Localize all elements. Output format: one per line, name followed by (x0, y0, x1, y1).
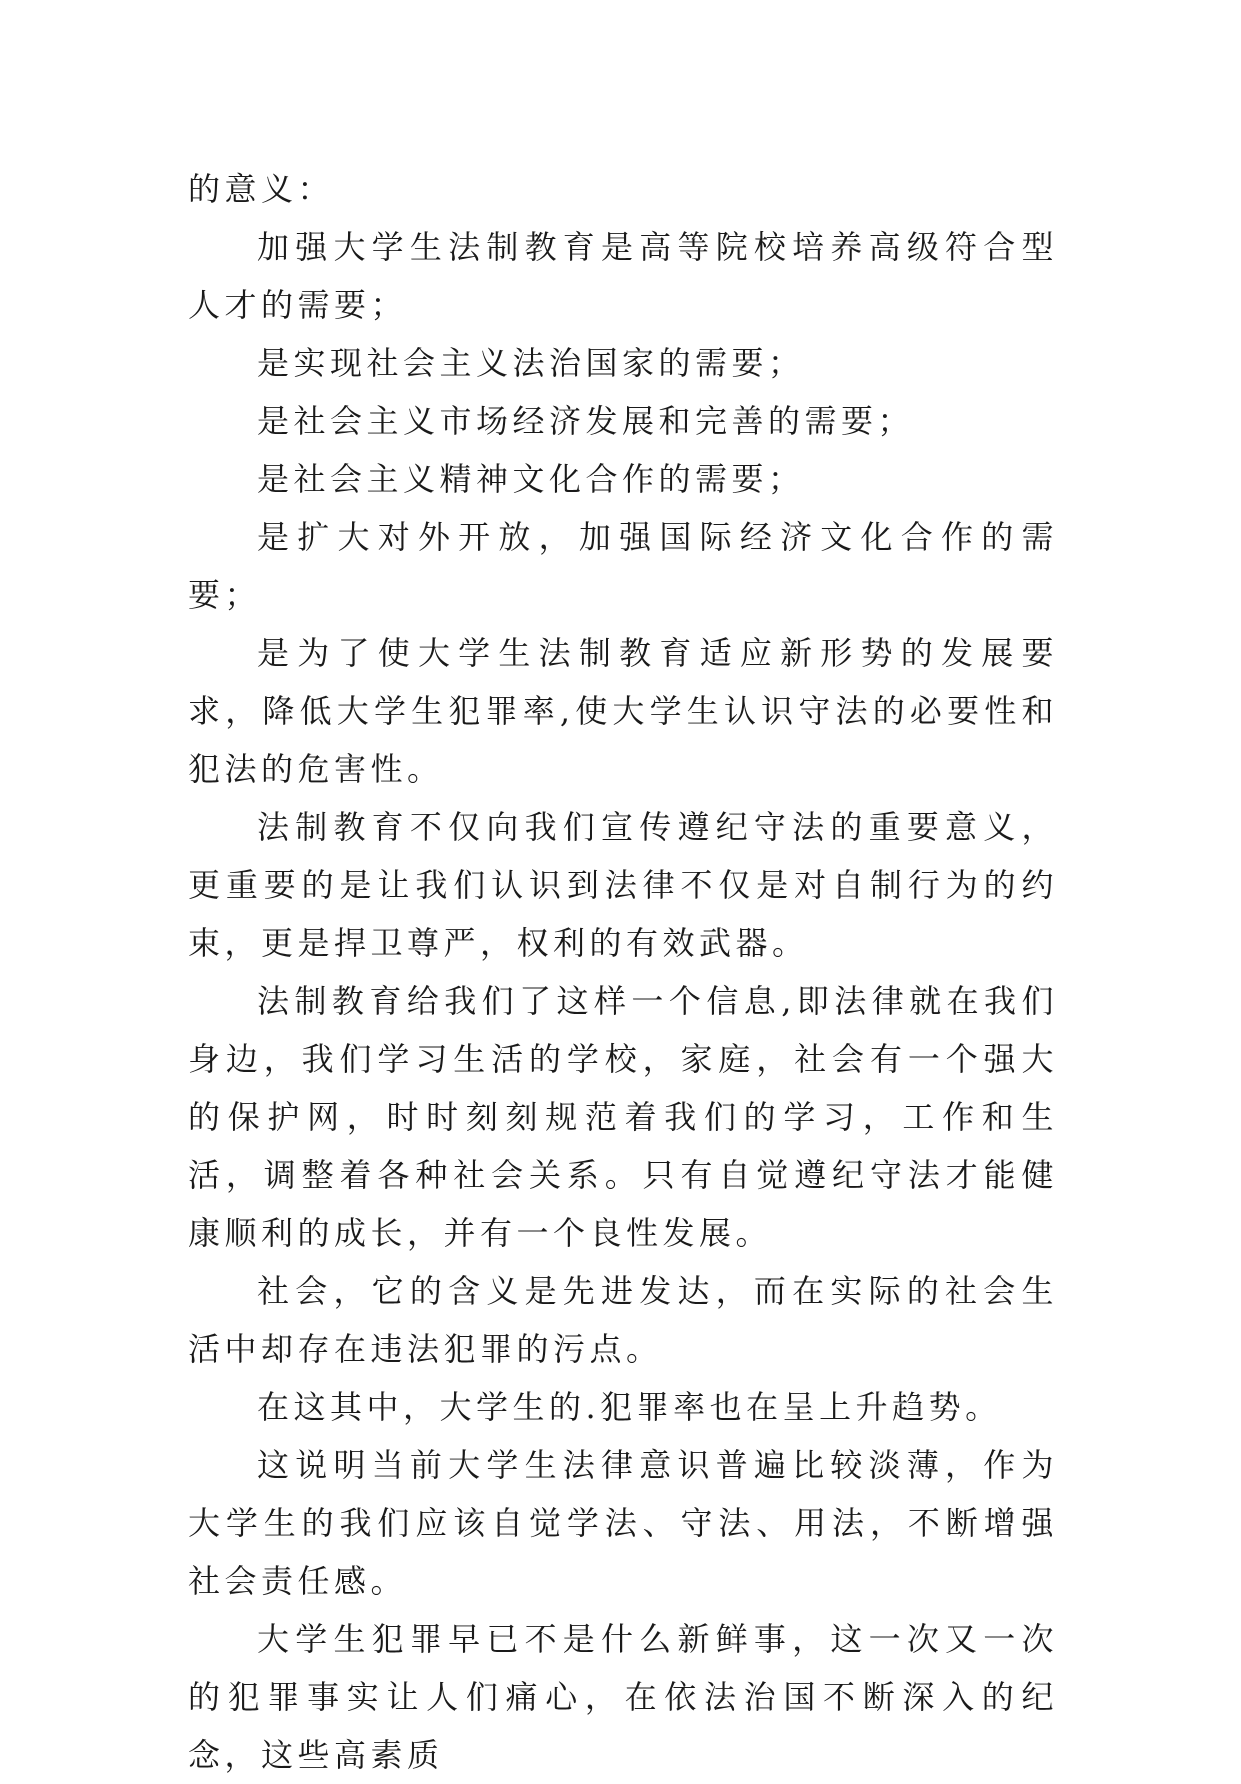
paragraph: 在这其中，大学生的.犯罪率也在呈上升趋势。 (257, 1388, 1002, 1426)
paragraph: 是扩大对外开放，加强国际经济文化合作的需要； (188, 518, 1058, 614)
paragraph: 是为了使大学生法制教育适应新形势的发展要求，降低大学生犯罪率,使大学生认识守法的必要性和犯法的危害性。 (188, 634, 1058, 788)
document-body (188, 160, 1058, 1784)
paragraph: 这说明当前大学生法律意识普遍比较淡薄，作为大学生的我们应该自觉学法、守法、用法，不断增强社会责任感。 (188, 1446, 1058, 1600)
paragraph: 社会，它的含义是先进发达，而在实际的社会生活中却存在违法犯罪的污点。 (188, 1272, 1058, 1368)
paragraph: 法制教育不仅向我们宣传遵纪守法的重要意义，更重要的是让我们认识到法律不仅是对自制行为的约束，更是捍卫尊严，权利的有效武器。 (188, 808, 1058, 962)
paragraph: 法制教育给我们了这样一个信息,即法律就在我们身边，我们学习生活的学校，家庭，社会有一个强大的保护网，时时刻刻规范着我们的学习，工作和生活，调整着各种社会关系。只有自觉遵纪守法才能健康顺利的成长，并有一个良性发展。 (188, 982, 1058, 1252)
paragraph: 大学生犯罪早已不是什么新鲜事，这一次又一次的犯罪事实让人们痛心，在依法治国不断深入的纪念，这些高素质 (188, 1620, 1058, 1774)
paragraph: 的意义： (188, 170, 335, 208)
paragraph: 加强大学生法制教育是高等院校培养高级符合型人才的需要； (188, 228, 1058, 324)
paragraph: 是实现社会主义法治国家的需要； (257, 344, 805, 382)
paragraph: 是社会主义精神文化合作的需要； (257, 460, 805, 498)
paragraph: 是社会主义市场经济发展和完善的需要； (257, 402, 915, 440)
